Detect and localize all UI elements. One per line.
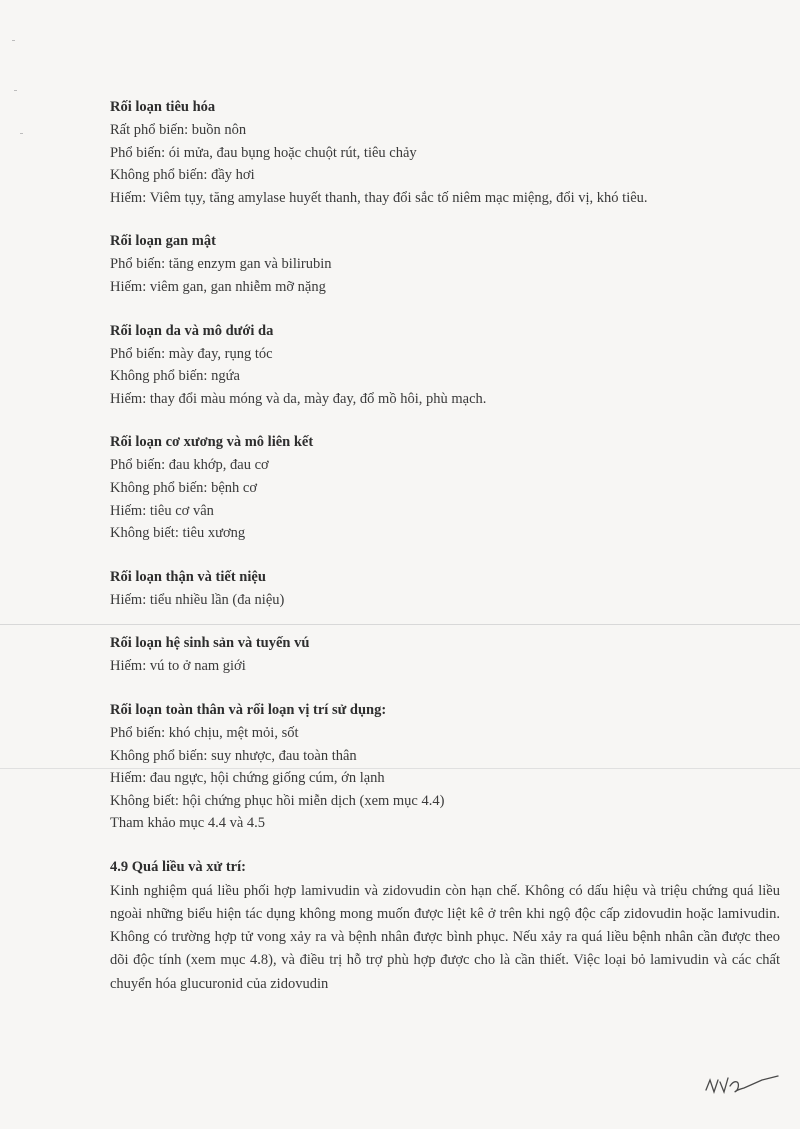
handwritten-initials-signature: [700, 1068, 790, 1108]
section-line: Phổ biến: khó chịu, mệt mỏi, sốt: [110, 724, 299, 741]
scan-speck: [20, 133, 23, 134]
section-line: Không biết: hội chứng phục hồi miễn dịch (xem mục 4.4): [110, 792, 445, 809]
section-line: Phổ biến: tăng enzym gan và bilirubin: [110, 256, 332, 273]
scan-speck: [12, 40, 15, 41]
section-heading: Rối loạn tiêu hóa: [110, 99, 216, 115]
overdose-section: [110, 856, 780, 996]
section: [110, 566, 780, 612]
section-line: Hiếm: tiêu cơ vân: [110, 502, 214, 519]
section-line: Không phổ biến: bệnh cơ: [110, 479, 258, 496]
section: [110, 320, 780, 411]
section-line: Hiếm: thay đổi màu móng và da, mày đay, đổ mồ hôi, phù mạch.: [110, 390, 487, 407]
overdose-title: 4.9 Quá liều và xử trí:: [110, 858, 246, 875]
section-line: Phổ biến: đau khớp, đau cơ: [110, 457, 269, 474]
section: [110, 699, 780, 835]
section: [110, 632, 780, 678]
section-heading: Rối loạn thận và tiết niệu: [110, 568, 266, 585]
overdose-paragraph: Kinh nghiệm quá liều phối hợp lamivudin và zidovudin còn hạn chế. Không có dấu hiệu và triệu chứng quá liều ngoài những biểu hiện tác dụng không mong muốn được liệt kê ở trên khi ngộ độc cấp zidovudin hoặc lamivudin. Không có trường hợp tử vong xảy ra và bệnh nhân được bình phục. Nếu xảy ra quá liều bệnh nhân cần được theo dõi độc tính (xem mục 4.8), và điều trị hỗ trợ phù hợp được cho là cần thiết. Việc loại bỏ lamivudin và các chất chuyển hóa glucuronid của zidovudin: [110, 882, 780, 992]
section-line: Rất phổ biến: buồn nôn: [110, 122, 247, 138]
section-line: Hiếm: Viêm tụy, tăng amylase huyết thanh, thay đổi sắc tố niêm mạc miệng, đổi vị, khó tiêu.: [110, 189, 648, 206]
section-line: Hiếm: tiểu nhiều lần (đa niệu): [110, 591, 285, 608]
adverse-effects-list: [110, 96, 780, 835]
section-heading: Rối loạn da và mô dưới da: [110, 322, 274, 339]
section-line: Phổ biến: ói mửa, đau bụng hoặc chuột rút, tiêu chảy: [110, 144, 417, 161]
section-line: Không biết: tiêu xương: [110, 525, 246, 542]
scan-speck: [14, 90, 17, 91]
section-line: Tham khảo mục 4.4 và 4.5: [110, 815, 266, 832]
section-heading: Rối loạn toàn thân và rối loạn vị trí sử dụng:: [110, 701, 387, 718]
section: [110, 431, 780, 544]
section: [110, 96, 780, 209]
section-line: Hiếm: đau ngực, hội chứng giống cúm, ớn lạnh: [110, 770, 385, 787]
section-line: Không phổ biến: đầy hơi: [110, 167, 255, 184]
section-line: Hiếm: vú to ở nam giới: [110, 658, 246, 675]
section-heading: Rối loạn gan mật: [110, 233, 216, 250]
section-line: Phổ biến: mày đay, rụng tóc: [110, 345, 273, 362]
section-line: Không phổ biến: ngứa: [110, 368, 240, 385]
section-line: Hiếm: viêm gan, gan nhiễm mỡ nặng: [110, 278, 326, 295]
section-heading: Rối loạn hệ sinh sản và tuyến vú: [110, 635, 310, 652]
section-heading: Rối loạn cơ xương và mô liên kết: [110, 434, 314, 451]
section: [110, 230, 780, 298]
section-line: Không phổ biến: suy nhược, đau toàn thân: [110, 747, 357, 764]
document-body: [110, 96, 780, 1017]
